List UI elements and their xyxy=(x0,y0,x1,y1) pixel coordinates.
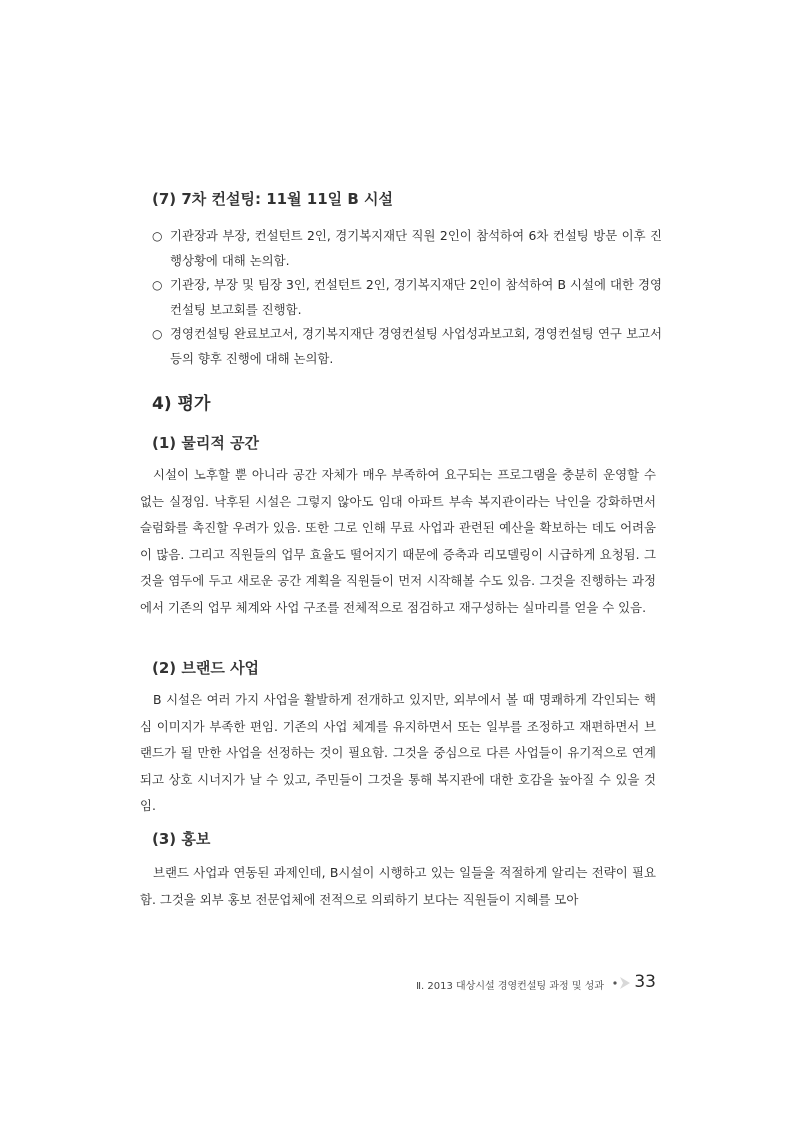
page-footer xyxy=(0,974,656,994)
circle-bullet-icon: ○ xyxy=(152,278,163,292)
circle-bullet-icon: ○ xyxy=(152,327,163,341)
bullet-text: 기관장과 부장, 컨설턴트 2인, 경기복지재단 직원 2인이 참석하여 6차 컨설팅 방문 이후 진행상황에 대해 논의함. xyxy=(170,228,662,268)
circle-bullet-icon: ○ xyxy=(152,229,163,243)
list-item xyxy=(152,322,662,371)
pr-heading: (3) 홍보 xyxy=(152,830,211,848)
bullet-text: 경영컨설팅 완료보고서, 경기복지재단 경영컨설팅 사업성과보고회, 경영컨설팅 연구 보고서 등의 향후 진행에 대해 논의함. xyxy=(170,326,662,366)
page-number: 33 xyxy=(634,972,656,992)
brand-business-paragraph: B 시설은 여러 가지 사업을 활발하게 전개하고 있지만, 외부에서 볼 때 명쾌하게 각인되는 핵심 이미지가 부족한 편임. 기존의 사업 체계를 유지하면서 또는 일부를 조정하고 재편하면서 브랜드가 될 만한 사업을 선정하는 것이 필요함. 그것을 중심으로 다른 사업들이 유기적으로 연계되고 상호 시너지가 날 수 있고, 주민들이 그것을 통해 복지관에 대한 호감을 높아질 수 있을 것임. xyxy=(140,692,656,814)
physical-space-paragraph: 시설이 노후할 뿐 아니라 공간 자체가 매우 부족하여 요구되는 프로그램을 충분히 운영할 수 없는 실정임. 낙후된 시설은 그렇지 않아도 임대 아파트 부속 복지관이라는 낙인을 강화하면서 슬럼화를 촉진할 우려가 있음. 또한 그로 인해 무료 사업과 관련된 예산을 확보하는 데도 어려움이 많음. 그리고 직원들의 업무 효율도 떨어지기 때문에 증축과 리모델링이 시급하게 요청됨. 그것을 염두에 두고 새로운 공간 계획을 직원들이 먼저 시작해볼 수도 있음. 그것을 진행하는 과정에서 기존의 업무 체계와 사업 구조를 전체적으로 점검하고 재구성하는 실마리를 얻을 수 있음. xyxy=(140,467,656,615)
running-title: Ⅱ. 2013 대상시설 경영컨설팅 과정 및 성과 xyxy=(416,981,604,992)
section-7-heading: (7) 7차 컨설팅: 11월 11일 B 시설 xyxy=(152,190,394,208)
list-item xyxy=(152,224,662,273)
bullet-text: 기관장, 부장 및 팀장 3인, 컨설턴트 2인, 경기복지재단 2인이 참석하여 B 시설에 대한 경영컨설팅 보고회를 진행함. xyxy=(170,277,662,317)
physical-space-heading: (1) 물리적 공간 xyxy=(152,434,260,452)
brand-business-heading: (2) 브랜드 사업 xyxy=(152,659,260,677)
list-item xyxy=(152,273,662,322)
section-7-bullet-list xyxy=(152,224,662,371)
evaluation-heading: 4) 평가 xyxy=(152,394,211,414)
chevron-right-icon xyxy=(612,975,634,991)
pr-paragraph: 브랜드 사업과 연동된 과제인데, B시설이 시행하고 있는 일들을 적절하게 알리는 전략이 필요함. 그것을 외부 홍보 전문업체에 전적으로 의뢰하기 보다는 직원들이 지혜를 모아 xyxy=(140,865,656,907)
